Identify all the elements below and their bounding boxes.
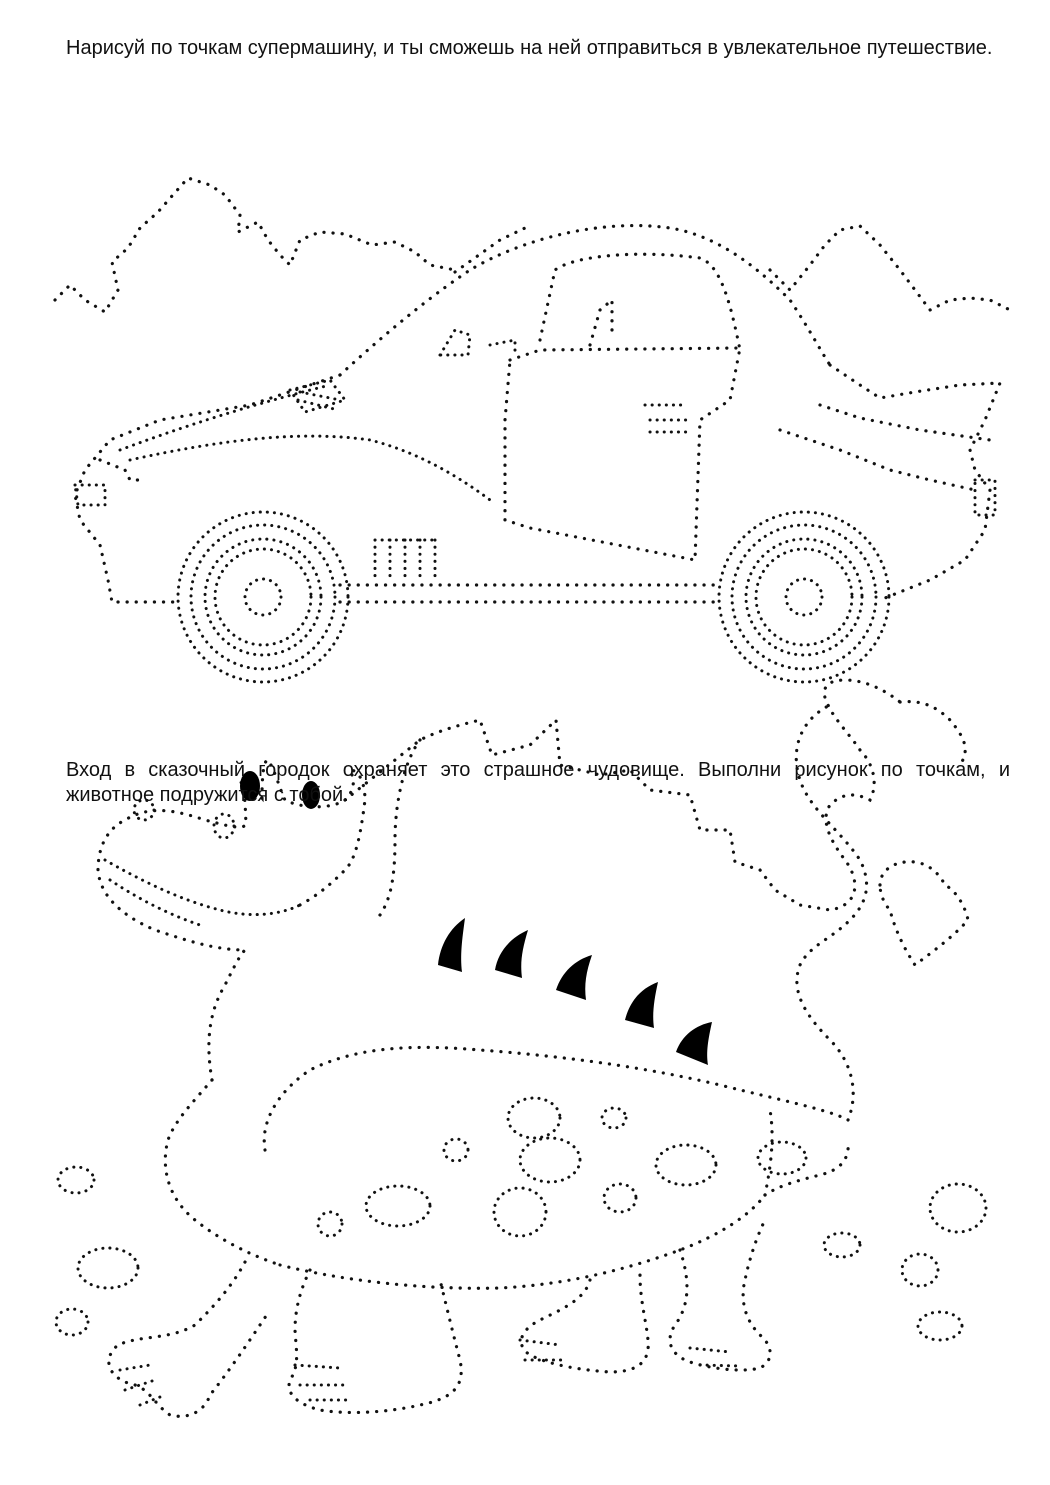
car-door (505, 348, 740, 560)
car-rear-fender (780, 430, 975, 490)
dino-leg-hind-right (670, 1220, 770, 1370)
car-front-wheel-mid (191, 525, 335, 669)
car-rear-wheel-rim (756, 549, 852, 645)
dino-spike-mark-2 (495, 930, 528, 978)
dino-belly (280, 1195, 765, 1288)
car-rear-wheel-hub (786, 579, 822, 615)
car-rear-wheel-mid (732, 525, 876, 669)
dino-claws-hind-right (690, 1348, 740, 1366)
dotted-car-icon (55, 178, 1010, 682)
car-mirror (440, 330, 515, 355)
ground-spot-2 (78, 1248, 138, 1288)
dino-body-upper (264, 1047, 848, 1150)
dino-leg-front-left (109, 1262, 270, 1416)
dino-leg-hind-left (521, 1275, 648, 1372)
bush-left-outline (55, 178, 455, 312)
car-headlight (75, 485, 105, 505)
ground-spot-8 (918, 1312, 962, 1340)
dino-claws-hind-left (520, 1340, 565, 1360)
car-front-wheel-rim (215, 549, 311, 645)
car-front-wheel-tyre (205, 539, 321, 655)
dino-mouth (105, 860, 300, 915)
ground-spot-7 (902, 1254, 938, 1286)
car-rear-wheel-tyre (746, 539, 862, 655)
car-front-wheel-hub (245, 579, 281, 615)
dino-tail-inner (900, 702, 965, 765)
dino-spot-9 (318, 1212, 342, 1236)
dino-spike-mark-4 (625, 982, 658, 1028)
bush-right-outline (770, 226, 1010, 310)
car-side-vent (375, 540, 435, 580)
dino-back-lower (765, 1110, 772, 1195)
car-roof (340, 226, 830, 375)
dino-head-outline (98, 760, 365, 1080)
dino-leg-front-right (289, 1270, 461, 1412)
ground-spot-1 (58, 1167, 94, 1193)
car-hood-lines (130, 436, 490, 500)
dino-cheek (214, 814, 234, 838)
car-side-window (540, 254, 740, 350)
dino-spot-3 (444, 1139, 468, 1161)
dino-tail-base (765, 1140, 848, 1195)
car-hood-vent (290, 380, 345, 412)
dino-spot-1 (508, 1098, 560, 1138)
dino-spot-2 (602, 1108, 626, 1128)
dino-claws-front-right (295, 1365, 350, 1400)
dino-spike-mark-3 (556, 955, 592, 1000)
car-window-b-pillar (590, 300, 612, 345)
dino-tail-heart (880, 862, 968, 965)
car-sill (340, 585, 720, 602)
ground-spot-4 (758, 1142, 806, 1174)
dino-spike-mark-1 (438, 918, 465, 972)
task-2-instruction: Вход в сказочный городок охраняет это страшное чудовище. Выполни рисунок по точкам, и животное подружится с тобой. (66, 759, 1010, 806)
car-front-detail (100, 460, 140, 480)
task-1-instruction: Нарисуй по точкам супермашину, и ты сможешь на ней отправиться в увлекательное путешествие. (66, 37, 993, 59)
car-windshield (455, 228, 525, 272)
car-hood-lines-2 (120, 385, 330, 450)
dino-spot-4 (520, 1138, 580, 1182)
ground-spot-6 (824, 1233, 860, 1257)
ground-spot-3 (56, 1309, 88, 1335)
ground-spot-5 (930, 1184, 986, 1232)
car-taillight (975, 480, 995, 515)
dino-spot-5 (656, 1145, 716, 1185)
car-rear-spoiler (820, 405, 990, 440)
dino-spot-8 (494, 1188, 546, 1236)
dino-spot-7 (366, 1186, 430, 1226)
dino-spike-mark-5 (676, 1022, 712, 1065)
dino-spot-6 (604, 1184, 636, 1212)
car-door-handle (650, 420, 690, 432)
dino-claws-front-left (120, 1365, 165, 1405)
dino-chest (165, 1080, 280, 1265)
